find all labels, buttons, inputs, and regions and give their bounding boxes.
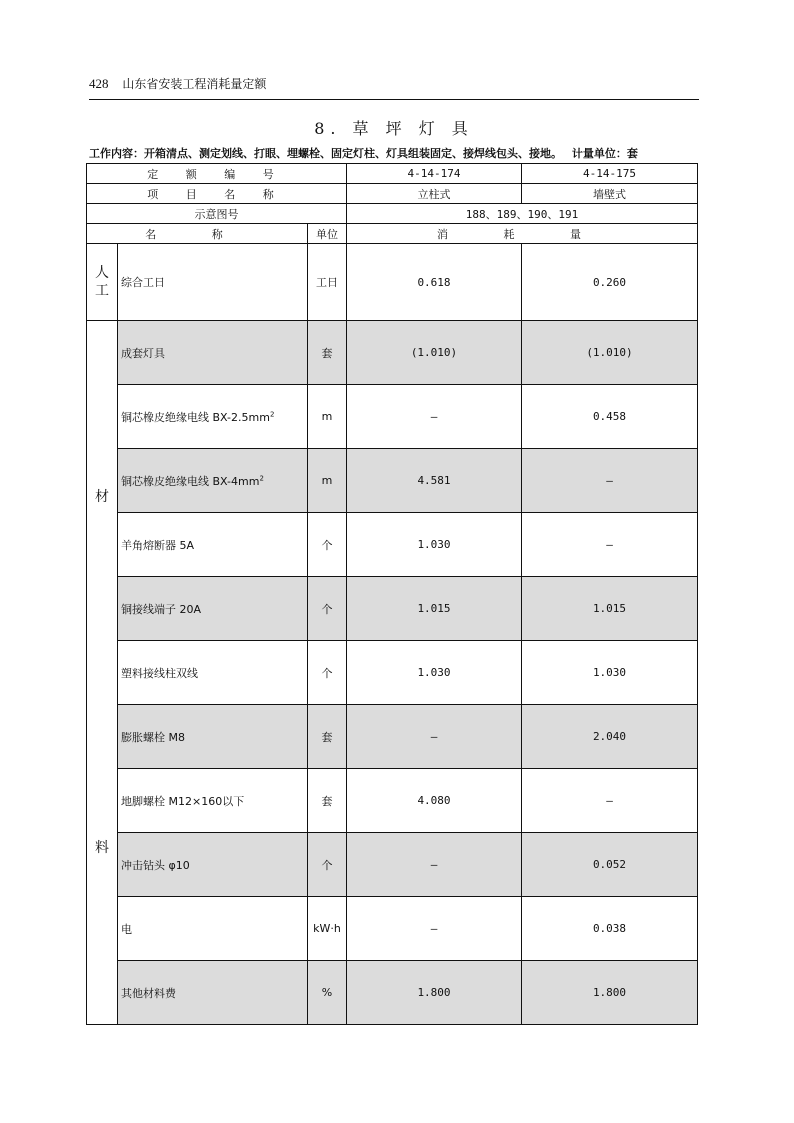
page-header [89, 74, 699, 98]
material-name [118, 833, 308, 897]
material-name-superscript: 2 [259, 473, 264, 482]
material-value-2: 2.040 [522, 705, 698, 769]
item-label: 项 目 名 称 [87, 184, 347, 204]
material-unit: 个 [308, 641, 347, 705]
material-name-text: 地脚螺栓 M12×160以下 [121, 794, 245, 808]
labor-category [87, 244, 118, 321]
material-name [118, 961, 308, 1025]
material-row [87, 321, 698, 385]
material-name [118, 449, 308, 513]
item-1: 立柱式 [347, 184, 522, 204]
unit-value: 套 [626, 147, 638, 160]
labor-unit: 工日 [308, 244, 347, 321]
page-number: 428 [89, 76, 109, 91]
material-name-text: 铜芯橡皮绝缘电线 BX-4mm [121, 474, 260, 488]
material-name [118, 897, 308, 961]
diagram-value: 188、189、190、191 [347, 204, 698, 224]
material-name-text: 铜芯橡皮绝缘电线 BX-2.5mm [121, 410, 270, 424]
material-row [87, 577, 698, 641]
labor-category-char-2: 工 [95, 283, 109, 299]
material-value-2: — [522, 449, 698, 513]
materials-body [87, 321, 698, 1025]
material-value-1: 1.800 [347, 961, 522, 1025]
material-unit: % [308, 961, 347, 1025]
material-value-2: 1.800 [522, 961, 698, 1025]
quota-table [86, 163, 698, 1025]
material-unit: 套 [308, 321, 347, 385]
material-category-char-2: 料 [95, 840, 109, 857]
material-name [118, 769, 308, 833]
material-name-text: 其他材料费 [121, 986, 176, 1000]
material-unit: 个 [308, 577, 347, 641]
material-unit: kW·h [308, 897, 347, 961]
material-row [87, 641, 698, 705]
col-unit-header: 单位 [308, 224, 347, 244]
material-unit: 个 [308, 833, 347, 897]
material-row [87, 385, 698, 449]
material-name-superscript: 2 [269, 409, 275, 418]
material-value-1: (1.010) [347, 321, 522, 385]
diagram-label: 示意图号 [87, 204, 347, 224]
material-name-text: 羊角熔断器 5A [121, 538, 195, 552]
material-unit: m [308, 385, 347, 449]
material-name-text: 电 [121, 922, 132, 936]
material-value-2: 0.052 [522, 833, 698, 897]
work-content-label: 工作内容： [89, 147, 144, 160]
material-unit: 套 [308, 769, 347, 833]
item-2: 墙壁式 [522, 184, 698, 204]
quota-no-1: 4-14-174 [347, 164, 522, 184]
material-row [87, 961, 698, 1025]
unit-label: 计量单位： [571, 147, 627, 160]
material-value-2: (1.010) [522, 321, 698, 385]
material-name-text: 膨胀螺栓 M8 [121, 730, 185, 744]
material-row [87, 449, 698, 513]
material-category [87, 321, 118, 1025]
material-row [87, 769, 698, 833]
material-unit: m [308, 449, 347, 513]
labor-category-char-1: 人 [95, 265, 109, 281]
quota-no-label: 定 额 编 号 [87, 164, 347, 184]
material-name [118, 513, 308, 577]
material-value-1: 4.581 [347, 449, 522, 513]
labor-name: 综合工日 [118, 244, 308, 321]
material-name [118, 577, 308, 641]
material-value-2: — [522, 769, 698, 833]
material-name [118, 641, 308, 705]
material-value-2: 0.038 [522, 897, 698, 961]
column-header-row [87, 224, 698, 244]
material-name-text: 塑料接线柱双线 [121, 666, 198, 680]
material-value-2: 1.030 [522, 641, 698, 705]
material-row [87, 897, 698, 961]
material-category-char-1: 材 [95, 488, 109, 505]
section-title: 8. 草 坪 灯 具 [314, 119, 474, 138]
material-value-2: 0.458 [522, 385, 698, 449]
material-value-2: — [522, 513, 698, 577]
work-content [89, 145, 704, 161]
material-value-2: 1.015 [522, 577, 698, 641]
material-name-text: 冲击钻头 φ10 [121, 858, 190, 872]
book-title: 山东省安装工程消耗量定额 [122, 77, 267, 91]
material-value-1: 1.015 [347, 577, 522, 641]
material-value-1: — [347, 897, 522, 961]
material-value-1: — [347, 833, 522, 897]
material-value-1: 4.080 [347, 769, 522, 833]
header-rule [89, 99, 699, 100]
material-row [87, 513, 698, 577]
diagram-row [87, 204, 698, 224]
material-name [118, 321, 308, 385]
work-content-text: 开箱清点、测定划线、打眼、埋螺栓、固定灯柱、灯具组装固定、接焊线包头、接地。 [144, 147, 562, 160]
material-value-1: — [347, 385, 522, 449]
material-name [118, 705, 308, 769]
labor-value-1: 0.618 [347, 244, 522, 321]
col-name-header: 名 称 [87, 224, 308, 244]
material-value-1: — [347, 705, 522, 769]
material-name-text: 成套灯具 [121, 346, 165, 360]
material-name-text: 铜接线端子 20A [121, 602, 202, 616]
material-unit: 套 [308, 705, 347, 769]
material-row [87, 833, 698, 897]
quota-no-2: 4-14-175 [522, 164, 698, 184]
labor-value-2: 0.260 [522, 244, 698, 321]
col-consumption-header: 消 耗 量 [347, 224, 698, 244]
material-unit: 个 [308, 513, 347, 577]
material-value-1: 1.030 [347, 641, 522, 705]
quota-number-row [87, 164, 698, 184]
material-name [118, 385, 308, 449]
material-row [87, 705, 698, 769]
material-value-1: 1.030 [347, 513, 522, 577]
labor-row [87, 244, 698, 321]
item-name-row [87, 184, 698, 204]
